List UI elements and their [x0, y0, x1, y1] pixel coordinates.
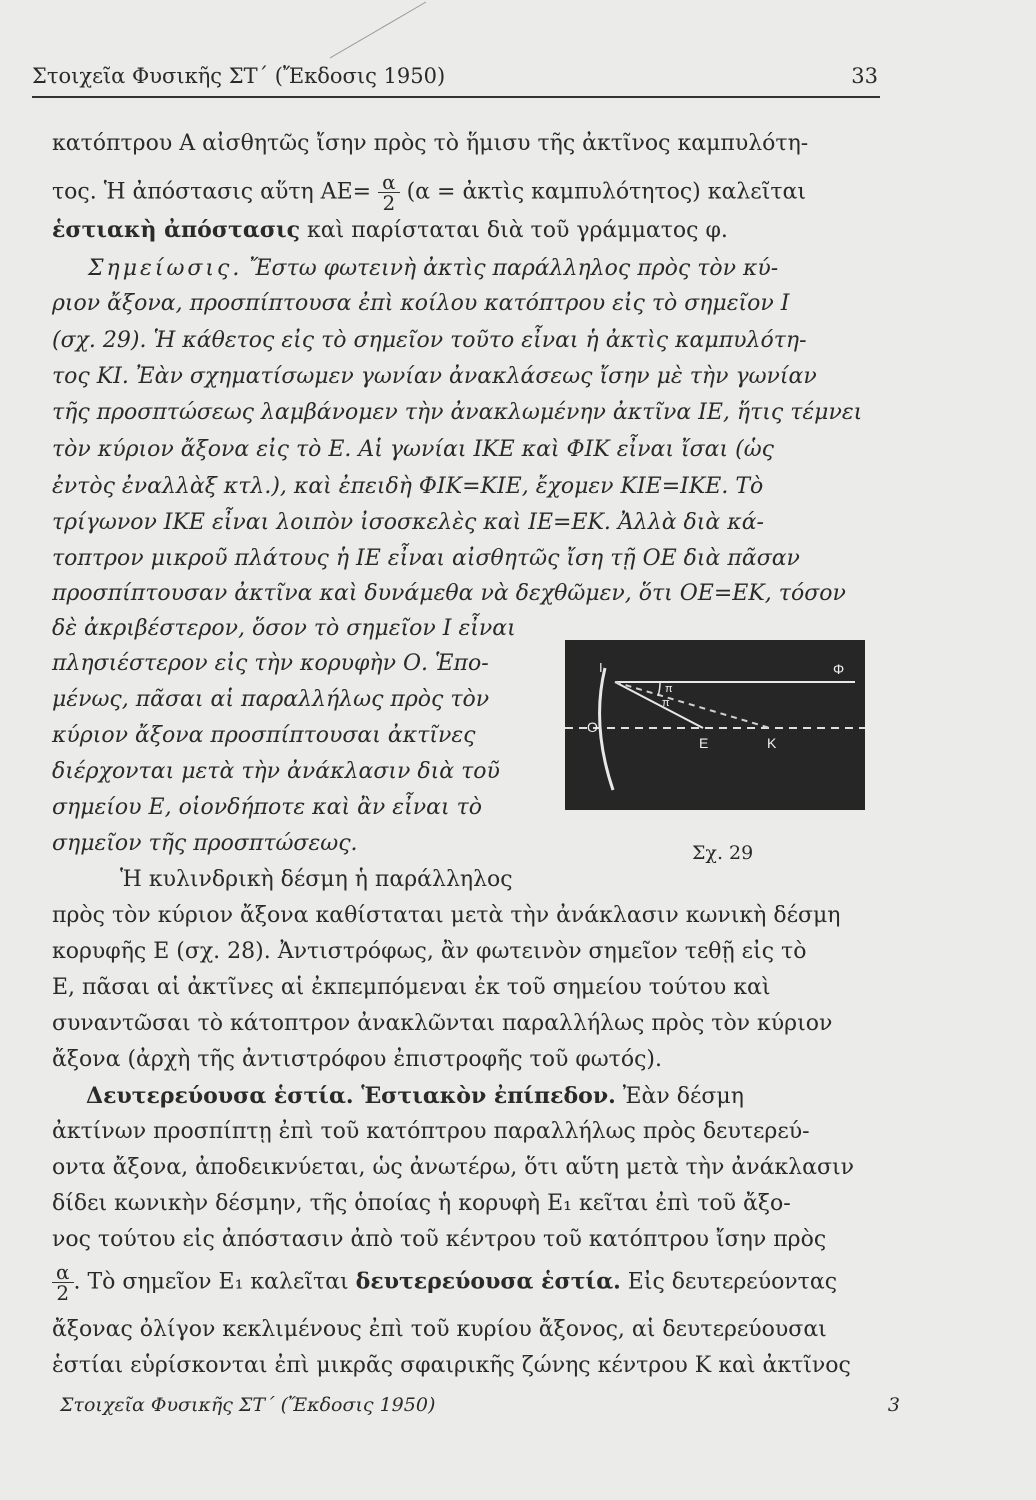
- text-line: ἑστιακὴ ἀπόστασις καὶ παρίσταται διὰ τοῦ γράμματος φ.: [52, 217, 728, 243]
- text-line: συναντῶσαι τὸ κάτοπτρον ἀνακλῶνται παραλλήλως πρὸς τὸν κύριον: [52, 1011, 833, 1036]
- header-title: Στοιχεῖα Φυσικῆς ΣΤ΄ (Ἔκδοσις 1950): [32, 64, 446, 88]
- running-header: [32, 62, 880, 98]
- fraction: $\frac{\alpha}{2}$: [52, 1262, 74, 1303]
- text-line: προσπίπτουσαν ἀκτῖνα καὶ δυνάμεθα νὰ δεχθῶμεν, ὅτι ΟΕ=ΕΚ, τόσον: [52, 581, 846, 606]
- label-pi-2: π: [662, 697, 670, 709]
- text-line: τος ΚΙ. Ἐὰν σχηματίσωμεν γωνίαν ἀνακλάσεως ἴσην μὲ τὴν γωνίαν: [52, 364, 817, 389]
- page-number: 33: [851, 64, 878, 88]
- section-heading: Δευτερεύουσα ἑστία. Ἑστιακὸν ἐπίπεδον.: [86, 1083, 616, 1109]
- text-line: ἄξονας ὀλίγον κεκλιμένους ἐπὶ τοῦ κυρίου ἄξονος, αἱ δευτερεύουσαι: [52, 1317, 827, 1342]
- text-line: ριον ἄξονα, προσπίπτουσα ἐπὶ κοίλου κατόπτρου εἰς τὸ σημεῖον Ι: [52, 291, 790, 316]
- text-line: δὲ ἀκριβέστερον, ὅσον τὸ σημεῖον Ι εἶναι: [52, 616, 516, 641]
- fraction: $\frac{\alpha}{2}$: [378, 172, 400, 213]
- text-line: Σημείωσις. Ἔστω φωτεινὴ ἀκτὶς παράλληλος πρὸς τὸν κύ-: [88, 256, 779, 281]
- text-line: δίδει κωνικὴν δέσμην, τῆς ὁποίας ἡ κορυφὴ Ε₁ κεῖται ἐπὶ τοῦ ἄξο-: [52, 1191, 791, 1216]
- text-line: ἑστίαι εὑρίσκονται ἐπὶ μικρᾶς σφαιρικῆς ζώνης κέντρου Κ καὶ ἀκτῖνος: [52, 1353, 851, 1378]
- label-O: Ο: [587, 719, 598, 735]
- label-Phi: Φ: [833, 661, 845, 677]
- text-line: (σχ. 29). Ἡ κάθετος εἰς τὸ σημεῖον τοῦτο εἶναι ἡ ἀκτὶς καμπυλότη-: [52, 328, 807, 353]
- text-line: οντα ἄξονα, ἀποδεικνύεται, ὡς ἀνωτέρω, ὅτι αὕτη μετὰ τὴν ἀνάκλασιν: [52, 1155, 854, 1180]
- text-line: τὸν κύριον ἄξονα εἰς τὸ Ε. Αἱ γωνίαι ΙΚΕ καὶ ΦΙΚ εἶναι ἴσαι (ὡς: [52, 437, 774, 462]
- text-line: μένως, πᾶσαι αἱ παραλλήλως πρὸς τὸν: [52, 687, 490, 712]
- text-line: τρίγωνον ΙΚΕ εἶναι λοιπὸν ἰσοσκελὲς καὶ ΙΕ=ΕΚ. Ἀλλὰ διὰ κά-: [52, 510, 764, 535]
- sheet-number: 3: [887, 1394, 900, 1416]
- text-line: σημεῖον τῆς προσπτώσεως.: [52, 831, 358, 856]
- figure-29-mirror-diagram: [565, 640, 865, 810]
- footer-title: Στοιχεῖα Φυσικῆς ΣΤ΄ (Ἔκδοσις 1950): [60, 1394, 436, 1416]
- text-line: Ε, πᾶσαι αἱ ἀκτῖνες αἱ ἐκπεμπόμεναι ἐκ τοῦ σημείου τούτου καὶ: [52, 975, 771, 1000]
- text-line: πρὸς τὸν κύριον ἄξονα καθίσταται μετὰ τὴν ἀνάκλασιν κωνικὴ δέσμη: [52, 903, 841, 928]
- text-line: Ἡ κυλινδρικὴ δέσμη ἡ παράλληλος: [120, 867, 513, 892]
- text-line: σημείου Ε, οἱονδήποτε καὶ ἂν εἶναι τὸ: [52, 795, 482, 820]
- note-heading: Σημείωσις.: [88, 256, 243, 281]
- text-line: ἄξονα (ἀρχὴ τῆς ἀντιστρόφου ἐπιστροφῆς τοῦ φωτός).: [52, 1047, 662, 1072]
- pencil-stroke: [330, 0, 430, 60]
- text-line: νος τούτου εἰς ἀπόστασιν ἀπὸ τοῦ κέντρου τοῦ κατόπτρου ἴσην πρὸς: [52, 1227, 827, 1252]
- figure-caption: Σχ. 29: [692, 842, 754, 864]
- term-focal-length: ἑστιακὴ ἀπόστασις: [52, 217, 301, 243]
- text-line: κύριον ἄξονα προσπίπτουσαι ἀκτῖνες: [52, 723, 476, 748]
- text-line: τος. Ἡ ἀπόστασις αὕτη ΑΕ= $\frac{\alpha}{2}$ (α = ἀκτὶς καμπυλότητος) καλεῖται: [52, 170, 806, 215]
- text-line: διέρχονται μετὰ τὴν ἀνάκλασιν διὰ τοῦ: [52, 759, 500, 784]
- label-pi-1: π: [665, 683, 673, 695]
- text-line: τοπτρον μικροῦ πλάτους ἡ ΙΕ εἶναι αἰσθητῶς ἴση τῇ ΟΕ διὰ πᾶσαν: [52, 546, 800, 571]
- label-I: Ι: [599, 660, 603, 675]
- text-line: κορυφῆς Ε (σχ. 28). Ἀντιστρόφως, ἂν φωτεινὸν σημεῖον τεθῇ εἰς τὸ: [52, 939, 807, 964]
- label-E: Ε: [699, 735, 709, 751]
- text-line: ἀκτίνων προσπίπτῃ ἐπὶ τοῦ κατόπτρου παραλλήλως πρὸς δευτερεύ-: [52, 1119, 810, 1144]
- text-line: Δευτερεύουσα ἑστία. Ἑστιακὸν ἐπίπεδον. Ἐὰν δέσμη: [86, 1083, 744, 1109]
- label-K: Κ: [767, 735, 777, 751]
- text-line: ἐντὸς ἐναλλὰξ κτλ.), καὶ ἐπειδὴ ΦΙΚ=ΚΙΕ, ἔχομεν ΚΙΕ=ΙΚΕ. Τὸ: [52, 474, 764, 499]
- text-line: τῆς προσπτώσεως λαμβάνομεν τὴν ἀνακλωμένην ἀκτῖνα ΙΕ, ἥτις τέμνει: [52, 400, 863, 425]
- text-line: $\frac{\alpha}{2}$ . Τὸ σημεῖον Ε₁ καλεῖται δευτερεύουσα ἑστία. Εἰς δευτερεύοντας: [52, 1262, 837, 1303]
- text-line: πλησιέστερον εἰς τὴν κορυφὴν Ο. Ἑπο-: [52, 651, 489, 676]
- text-line: κατόπτρου Α αἰσθητῶς ἴσην πρὸς τὸ ἥμισυ τῆς ἀκτῖνος καμπυλότη-: [52, 131, 809, 156]
- term-secondary-focus: δευτερεύουσα ἑστία.: [355, 1268, 621, 1295]
